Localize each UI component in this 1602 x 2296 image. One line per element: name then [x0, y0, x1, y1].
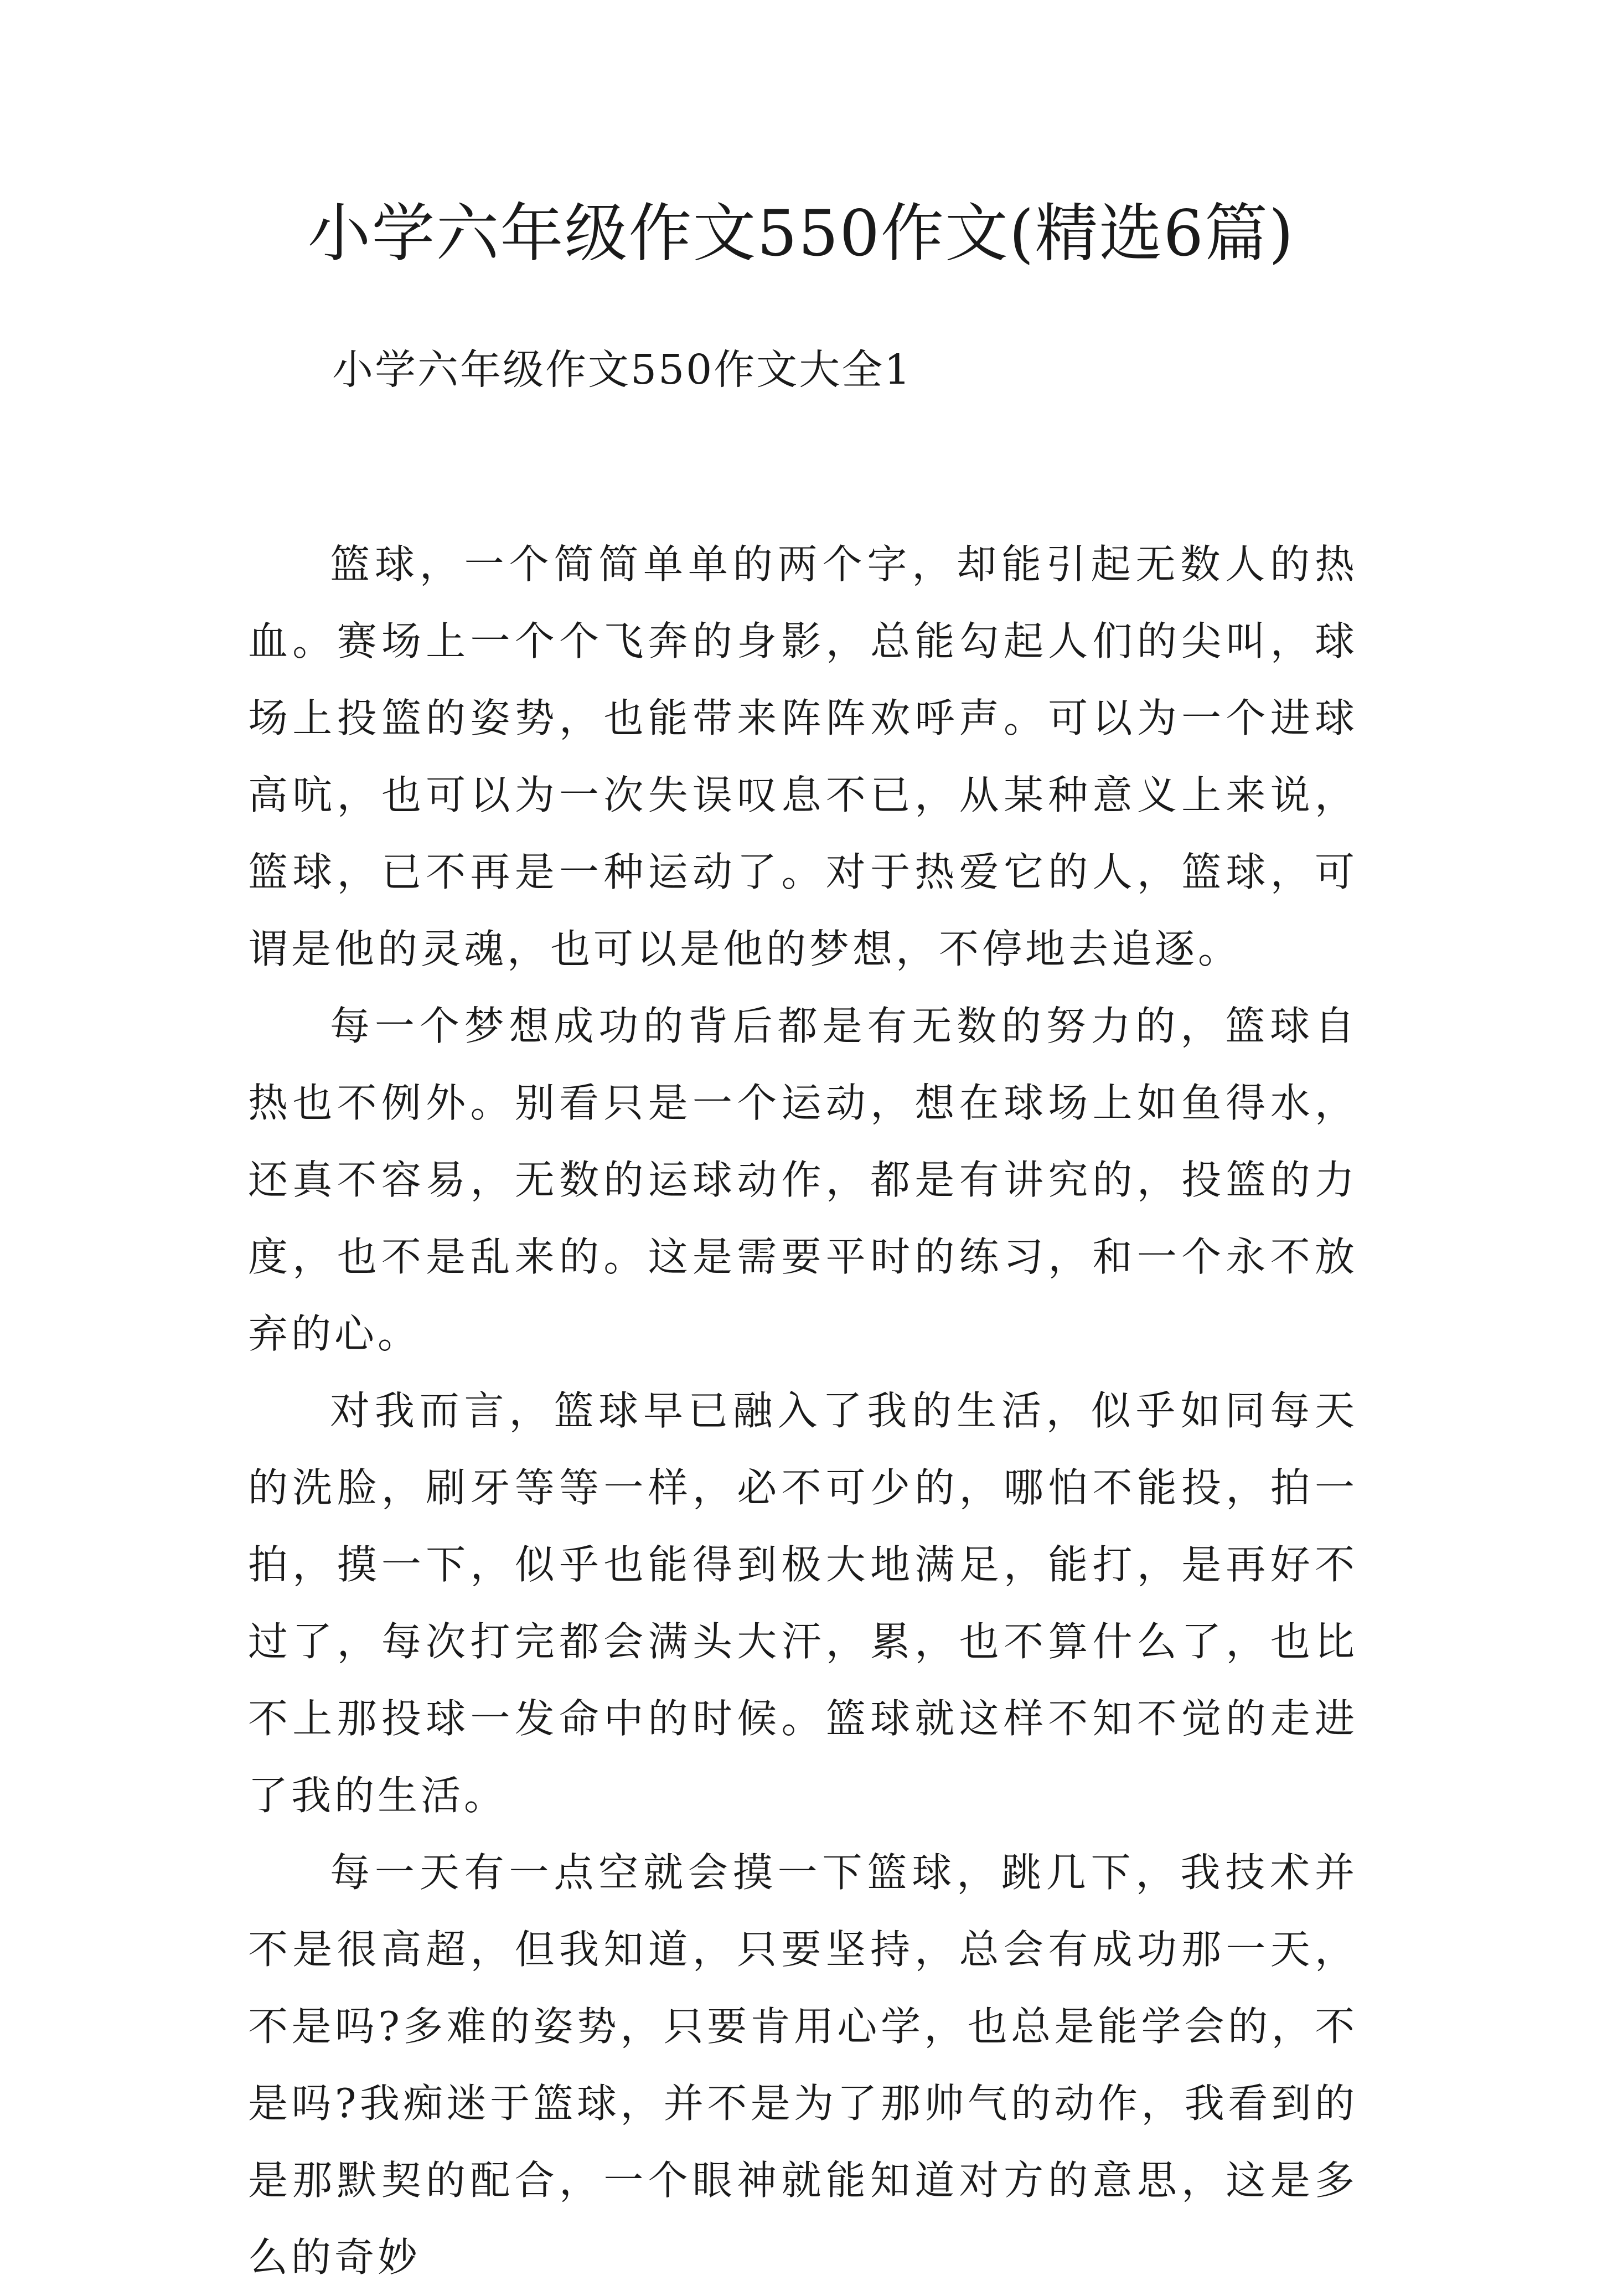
section-heading: 小学六年级作文550作文大全1 [332, 346, 912, 394]
document-body [248, 526, 1358, 2296]
document-title: 小学六年级作文550作文(精选6篇) [307, 197, 1295, 270]
paragraph: 对我而言，篮球早已融入了我的生活，似乎如同每天的洗脸，刷牙等等一样，必不可少的，哪怕不能投，拍一拍，摸一下，似乎也能得到极大地满足，能打，是再好不过了，每次打完都会满头大汗，累，也不算什么了，也比不上那投球一发命中的时候。篮球就这样不知不觉的走进了我的生活。 [248, 1387, 1358, 1819]
paragraph: 篮球，一个简简单单的两个字，却能引起无数人的热血。赛场上一个个飞奔的身影，总能勾起人们的尖叫，球场上投篮的姿势，也能带来阵阵欢呼声。可以为一个进球高吭，也可以为一次失误叹息不已，从某种意义上来说，篮球，已不再是一种运动了。对于热爱它的人，篮球，可谓是他的灵魂，也可以是他的梦想，不停地去追逐。 [248, 541, 1358, 972]
paragraph: 每一天有一点空就会摸一下篮球，跳几下，我技术并不是很高超，但我知道，只要坚持，总会有成功那一天，不是吗?多难的姿势，只要肯用心学，也总是能学会的，不是吗?我痴迷于篮球，并不是为了那帅气的动作，我看到的是那默契的配合，一个眼神就能知道对方的意思，这是多么的奇妙 [248, 1849, 1358, 2280]
paragraph: 每一个梦想成功的背后都是有无数的努力的，篮球自热也不例外。别看只是一个运动，想在球场上如鱼得水，还真不容易，无数的运球动作，都是有讲究的，投篮的力度，也不是乱来的。这是需要平时的练习，和一个永不放弃的心。 [248, 1003, 1358, 1357]
